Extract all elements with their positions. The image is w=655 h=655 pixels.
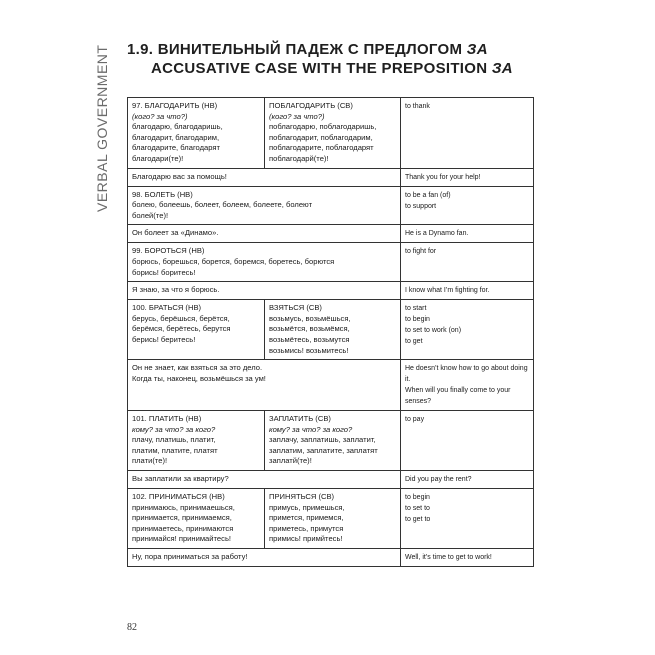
- imperfective-conjugation-line: принимается, принимаемся,: [132, 513, 232, 523]
- english-translation-line: to begin: [405, 316, 430, 324]
- perfective-headword: ВЗЯТЬСЯ (СВ): [269, 303, 322, 313]
- imperfective-headword: 100. БРАТЬСЯ (НВ): [132, 303, 202, 313]
- example-row: [128, 225, 534, 243]
- example-english-cell: [401, 168, 534, 186]
- perfective-conjugation-line: примусь, примешься,: [269, 502, 345, 512]
- perfective-headword: ПОБЛАГОДАРИТЬ (СВ): [269, 101, 353, 110]
- english-translation-line: to set to work (on): [405, 327, 462, 335]
- imperfective-conjugation-line: плачу, платишь, платит,: [132, 435, 216, 445]
- imperfective-conjugation-line: берусь, берёшься, берётся,: [132, 313, 230, 323]
- imperfective-cell: [128, 411, 265, 471]
- perfective-conjugation-line: заплатй(те)!: [269, 456, 312, 466]
- verb-row: [128, 186, 534, 225]
- example-russian-cell: [128, 168, 401, 186]
- english-translation-line: to be a fan (of): [405, 191, 451, 199]
- imperfective-headword: 102. ПРИНИМАТЬСЯ (НВ): [132, 492, 225, 502]
- perfective-conjugation-line: поблагодарю, поблагодаришь,: [269, 122, 377, 132]
- perfective-cell: [265, 300, 401, 360]
- english-translation-cell: [401, 489, 534, 549]
- verb-row: [128, 98, 534, 169]
- imperfective-cell: [128, 186, 401, 225]
- perfective-question: кому? за что? за кого?: [269, 424, 353, 434]
- english-translation-line: to get to: [405, 516, 431, 524]
- example-english-cell: [401, 549, 534, 567]
- english-translation-line: to support: [405, 202, 437, 210]
- example-row: [128, 168, 534, 186]
- perfective-cell: [265, 98, 401, 169]
- example-russian-cell: [128, 471, 401, 489]
- example-english-line: He is a Dynamo fan.: [405, 230, 469, 238]
- imperfective-headword: 99. БОРОТЬСЯ (НВ): [132, 246, 205, 256]
- perfective-conjugation-line: возьмись! возьмитесь!: [269, 345, 349, 355]
- perfective-conjugation-line: примется, примемся,: [269, 513, 344, 523]
- english-translation-line: to thank: [405, 103, 430, 110]
- imperfective-conjugation-line: принимаюсь, принимаешься,: [132, 502, 235, 512]
- verb-row: [128, 300, 534, 360]
- example-russian-cell: [128, 282, 401, 300]
- perfective-conjugation-line: примись! примйтесь!: [269, 534, 343, 544]
- imperfective-conjugation-line: болею, болеешь, болеет, болеем, болеете, болеют: [132, 200, 313, 210]
- imperfective-headword: 101. ПЛАТИТЬ (НВ): [132, 414, 202, 424]
- english-translation-line: to pay: [405, 416, 425, 424]
- perfective-conjugation-line: заплачу, заплатишь, заплатит,: [269, 435, 376, 445]
- verb-row: [128, 411, 534, 471]
- example-english-cell: [401, 282, 534, 300]
- side-section-label: [92, 42, 112, 212]
- example-russian-line: Ну, пора приниматься за работу!: [132, 552, 248, 562]
- imperfective-conjugation-line: борюсь, борешься, борется, боремся, боретесь, борются: [132, 256, 335, 266]
- imperfective-conjugation-line: борись! боритесь!: [132, 267, 196, 277]
- imperfective-headword: 97. БЛАГОДАРИТЬ (НВ): [132, 101, 218, 110]
- perfective-conjugation-line: поблагодарите, поблагодарят: [269, 143, 374, 153]
- example-english-line: Did you pay the rent?: [405, 476, 472, 484]
- heading-line-english: [127, 59, 557, 78]
- example-english-line: I know what I’m fighting for.: [405, 287, 490, 295]
- example-english-cell: [401, 471, 534, 489]
- imperfective-conjugation-line: принимайся! принимайтесь!: [132, 534, 232, 544]
- imperfective-cell: [128, 243, 401, 282]
- imperfective-conjugation-line: берись! беритесь!: [132, 334, 196, 344]
- english-translation-cell: [401, 411, 534, 471]
- verb-table-body: [128, 98, 534, 567]
- example-russian-line: Он болеет за «Динамо».: [132, 228, 219, 238]
- imperfective-cell: [128, 300, 265, 360]
- imperfective-conjugation-line: болей(те)!: [132, 210, 169, 220]
- english-translation-line: to get: [405, 338, 423, 346]
- english-translation-line: to start: [405, 305, 427, 313]
- imperfective-cell: [128, 98, 265, 169]
- english-translation-cell: [401, 186, 534, 225]
- perfective-conjugation-line: заплатим, заплатите, заплатят: [269, 445, 378, 455]
- example-russian-line: Благодарю вас за помощь!: [132, 171, 227, 181]
- perfective-headword: ЗАПЛАТИТЬ (СВ): [269, 414, 331, 424]
- imperfective-conjugation-line: благодарите, благодарят: [132, 143, 220, 153]
- example-row: [128, 360, 534, 411]
- perfective-headword: ПРИНЯТЬСЯ (СВ): [269, 492, 335, 502]
- heading-number: 1.9.: [127, 41, 154, 58]
- example-english-cell: [401, 360, 534, 411]
- imperfective-headword: 98. БОЛЕТЬ (НВ): [132, 189, 193, 199]
- english-translation-cell: [401, 98, 534, 169]
- example-english-line: Well, it’s time to get to work!: [405, 554, 492, 562]
- side-label-text: VERBAL GOVERNMENT: [94, 44, 110, 212]
- example-english-line: He doesn’t know how to go about doing it.: [405, 365, 528, 384]
- verb-row: [128, 243, 534, 282]
- heading-preposition-en: ЗА: [491, 60, 513, 77]
- imperfective-question: (кого? за что?): [132, 111, 188, 121]
- perfective-conjugation-line: возьмусь, возьмёшься,: [269, 313, 351, 323]
- imperfective-conjugation-line: берёмся, берётесь, берутся: [132, 324, 231, 334]
- imperfective-conjugation-line: благодарит, благодарим,: [132, 132, 220, 142]
- example-russian-line: Когда ты, наконец, возьмёшься за ум!: [132, 373, 266, 383]
- example-english-line: When will you finally come to your senses?: [405, 387, 511, 406]
- perfective-conjugation-line: приметесь, примутся: [269, 523, 344, 533]
- verb-row: [128, 489, 534, 549]
- imperfective-conjugation-line: плати(те)!: [132, 456, 168, 466]
- example-russian-cell: [128, 360, 401, 411]
- perfective-conjugation-line: поблагодарй(те)!: [269, 153, 329, 163]
- english-translation-line: to fight for: [405, 248, 437, 256]
- imperfective-conjugation-line: благодарю, благодаришь,: [132, 122, 223, 132]
- heading-line-russian: [127, 40, 557, 59]
- imperfective-question: кому? за что? за кого?: [132, 424, 216, 434]
- example-russian-cell: [128, 549, 401, 567]
- imperfective-conjugation-line: платим, платите, платят: [132, 445, 218, 455]
- example-row: [128, 549, 534, 567]
- perfective-question: (кого? за что?): [269, 111, 325, 121]
- english-translation-cell: [401, 243, 534, 282]
- imperfective-conjugation-line: принимаетесь, принимаются: [132, 523, 234, 533]
- section-heading: [127, 40, 557, 78]
- perfective-cell: [265, 411, 401, 471]
- page-number: 82: [127, 622, 137, 633]
- example-russian-line: Вы заплатили за квартиру?: [132, 474, 229, 484]
- imperfective-conjugation-line: благодари(те)!: [132, 153, 184, 163]
- example-row: [128, 471, 534, 489]
- example-russian-line: Я знаю, за что я борюсь.: [132, 285, 220, 295]
- english-translation-line: to begin: [405, 494, 430, 502]
- example-row: [128, 282, 534, 300]
- english-translation-cell: [401, 300, 534, 360]
- example-russian-cell: [128, 225, 401, 243]
- perfective-conjugation-line: поблагодарит, поблагодарим,: [269, 132, 373, 142]
- example-english-cell: [401, 225, 534, 243]
- perfective-conjugation-line: возьмётся, возьмёмся,: [269, 324, 350, 334]
- perfective-cell: [265, 489, 401, 549]
- perfective-conjugation-line: возьмётесь, возьмутся: [269, 334, 350, 344]
- example-russian-line: Он не знает, как взяться за это дело.: [132, 363, 263, 373]
- example-english-line: Thank you for your help!: [405, 173, 481, 181]
- heading-title-ru: ВИНИТЕЛЬНЫЙ ПАДЕЖ С ПРЕДЛОГОМ: [157, 41, 463, 58]
- english-translation-line: to set to: [405, 505, 430, 513]
- heading-preposition-ru: ЗА: [466, 41, 488, 58]
- heading-title-en: ACCUSATIVE CASE WITH THE PREPOSITION: [151, 60, 488, 77]
- verb-table: [127, 97, 534, 567]
- imperfective-cell: [128, 489, 265, 549]
